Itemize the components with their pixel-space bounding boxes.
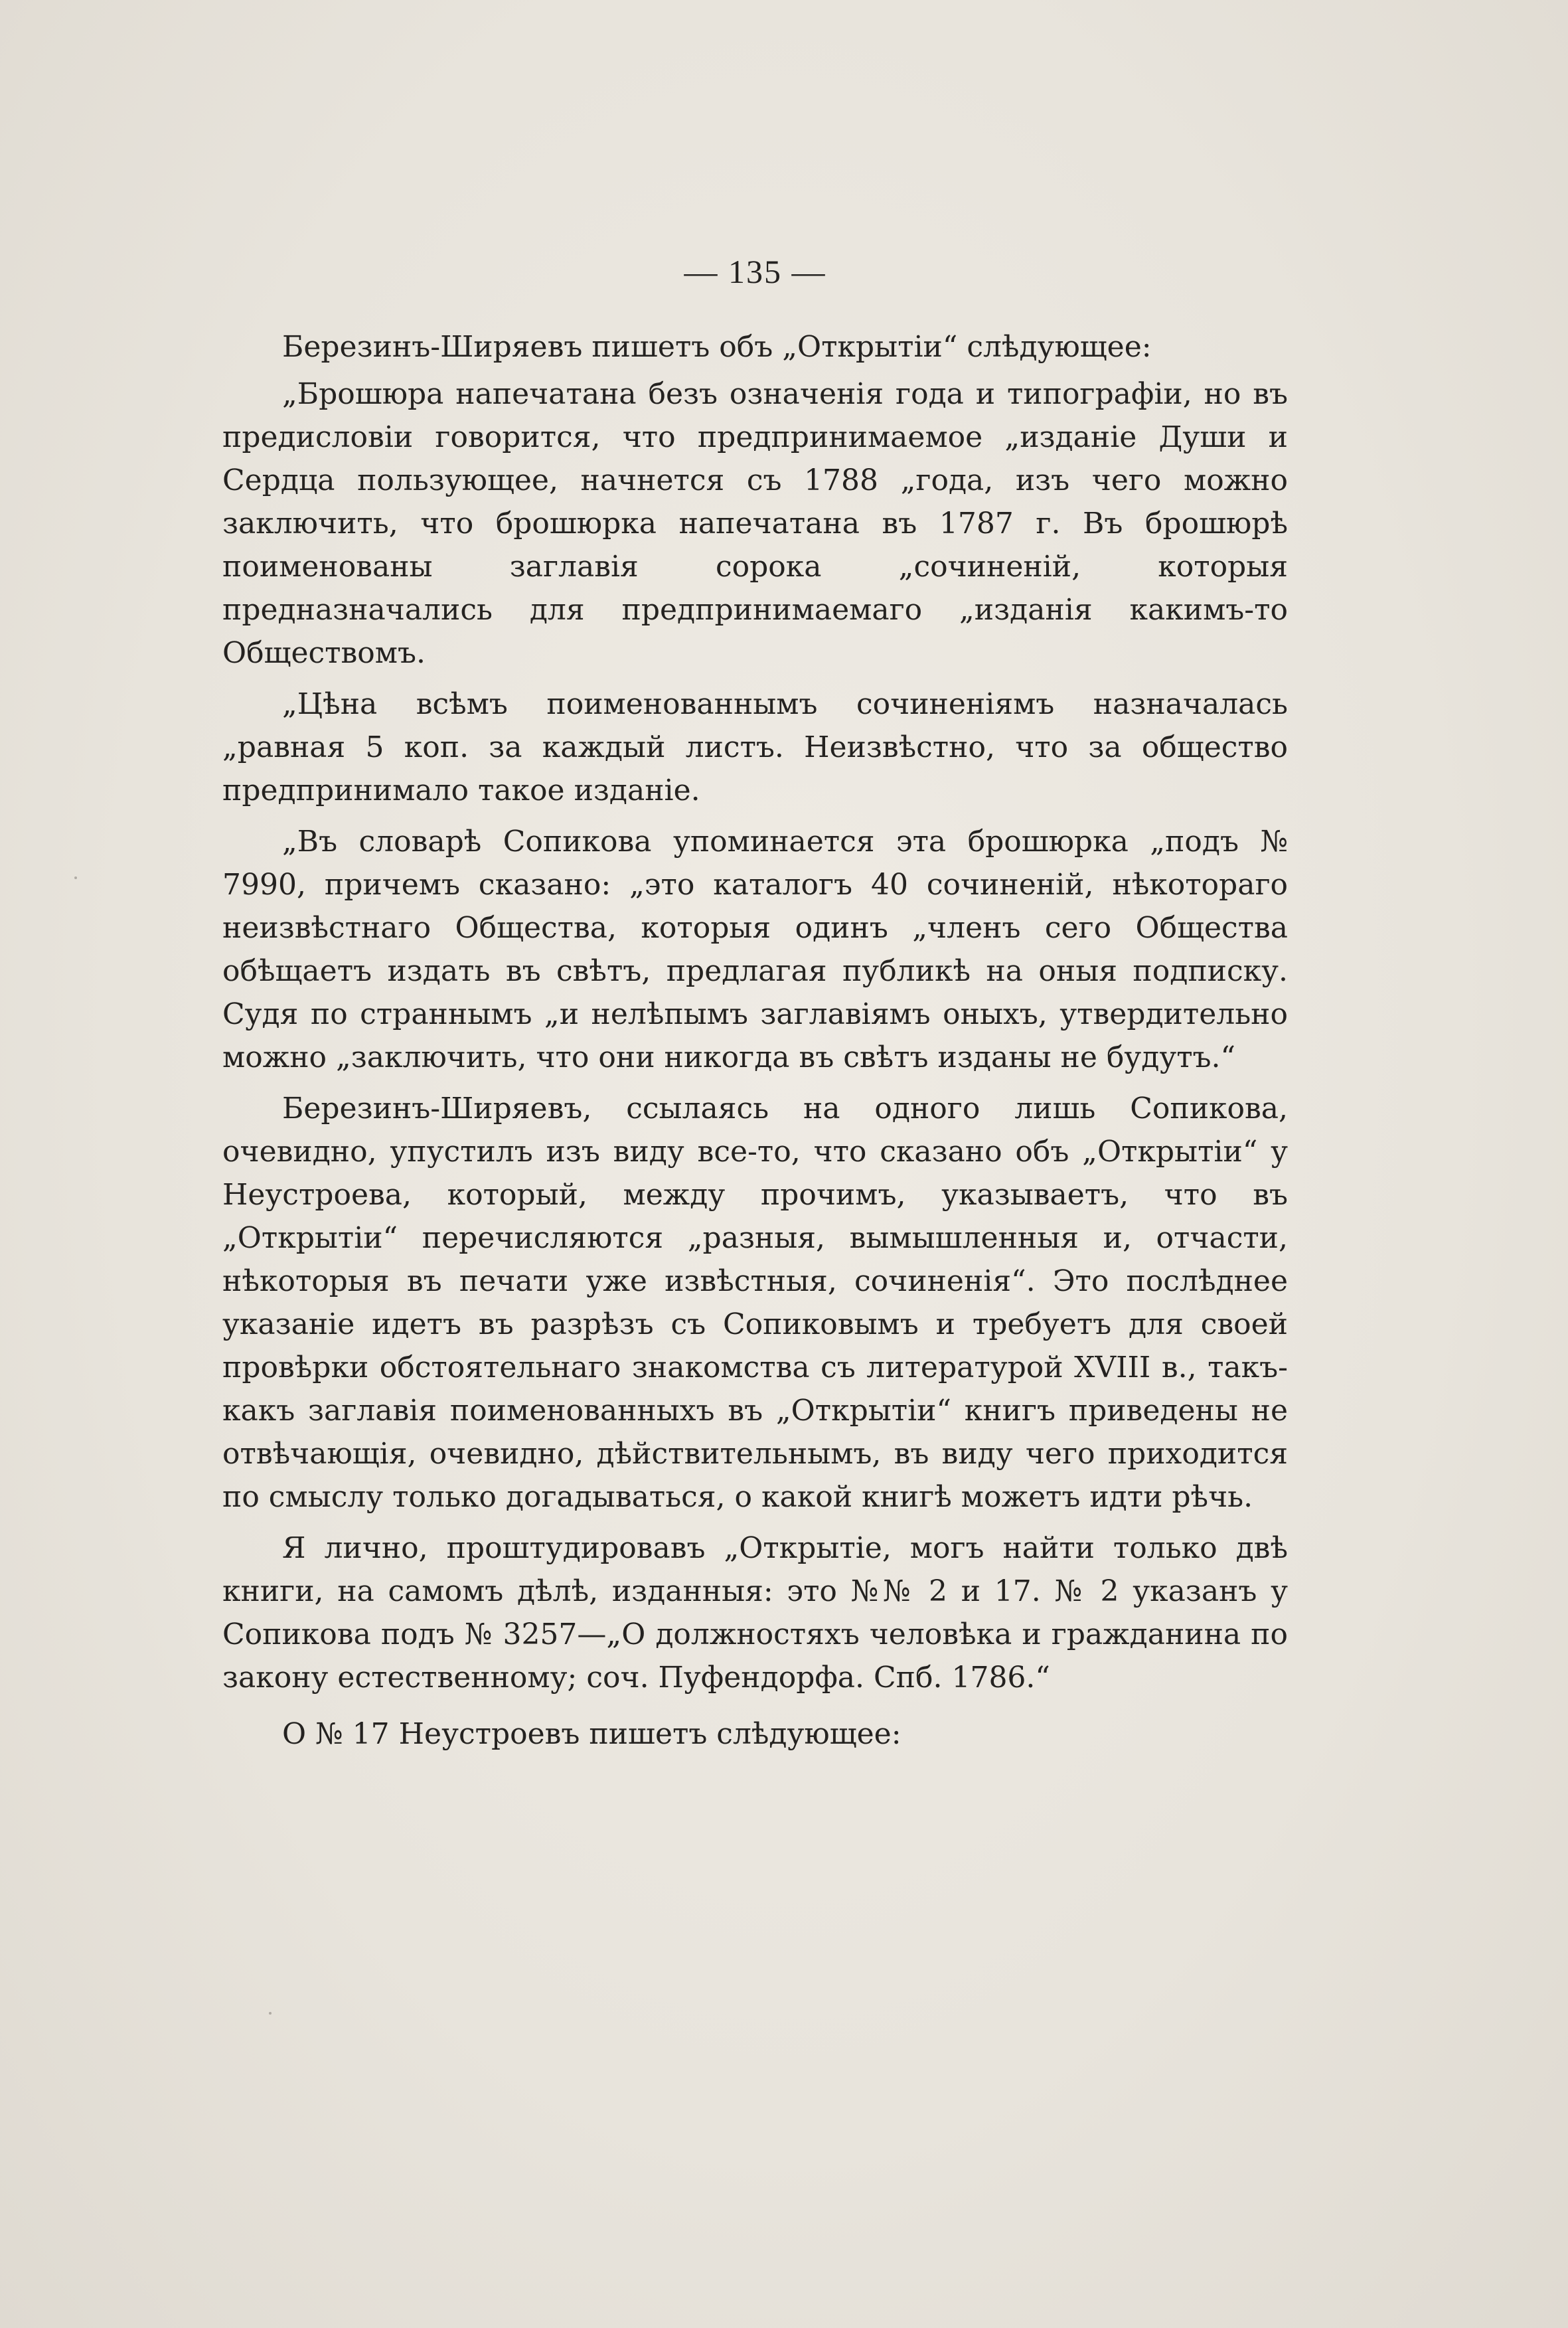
paper-speck: [269, 2012, 272, 2015]
page-number: — 135 —: [684, 253, 826, 290]
paper-speck: [74, 876, 77, 879]
paragraph-intro: Березинъ-Ширяевъ пишетъ объ „Открытiи“ слѣдующее:: [282, 330, 1152, 364]
paragraph-berezin-analysis: Березинъ-Ширяевъ, ссылаясь на одного лишь Сопикова, очевидно, упустилъ изъ виду все-то, что сказано объ „Открытiи“ у Неустроева, который, между прочимъ, указываетъ, что въ „Открытiи“ перечисляются „разныя, вымышленныя и, отчасти, нѣкоторыя въ печати уже извѣстныя, сочиненiя“. Это послѣднее указанiе идетъ въ разрѣзъ съ Сопиковымъ и требуетъ для своей провѣрки обстоятельнаго знакомства съ литературой XVIII в., такъ-какъ заглавiя поименованныхъ въ „Открытiи“ книгъ приведены не отвѣчающiя, очевидно, дѣйствительнымъ, въ виду чего приходится по смыслу только догадываться, о какой книгѣ можетъ идти рѣчь.: [222, 1092, 1288, 1514]
paragraph-personal-study: Я лично, проштудировавъ „Открытiе, могъ найти только двѣ книги, на самомъ дѣлѣ, изданныя: это №№ 2 и 17. № 2 указанъ у Сопикова подъ № 3257—„О должностяхъ человѣка и гражданина по закону естественному; соч. Пуфендорфа. Спб. 1786.“: [222, 1531, 1288, 1695]
page-text-block: [222, 252, 1288, 1764]
paragraph-quote-brochure: „Брошюра напечатана безъ означенiя года и типографiи, но въ предисловiи говорится, что предпринимаемое „изданiе Души и Сердца пользующее, начнется съ 1788 „года, изъ чего можно заключить, что брошюрка напечатана въ 1787 г. Въ брошюрѣ поименованы заглавiя сорока „сочиненiй, которыя предназначались для предпринимаемаго „изданiя какимъ-то Обществомъ.: [222, 377, 1288, 670]
paragraph-no17: О № 17 Неустроевъ пишетъ слѣдующее:: [282, 1717, 902, 1751]
paragraph-quote-price: „Цѣна всѣмъ поименованнымъ сочиненiямъ назначалась „равная 5 коп. за каждый листъ. Неизвѣстно, что за общество предпринимало такое изданiе.: [222, 687, 1288, 807]
paragraph-quote-sopikov: „Въ словарѣ Сопикова упоминается эта брошюрка „подъ № 7990, причемъ сказано: „это каталогъ 40 сочиненiй, нѣкотораго неизвѣстнаго Общества, которыя одинъ „членъ сего Общества обѣщаетъ издать въ свѣтъ, предлагая публикѣ на оныя подписку. Судя по страннымъ „и нелѣпымъ заглавiямъ оныхъ, утвердительно можно „заключить, что они никогда въ свѣтъ изданы не будутъ.“: [222, 825, 1288, 1074]
